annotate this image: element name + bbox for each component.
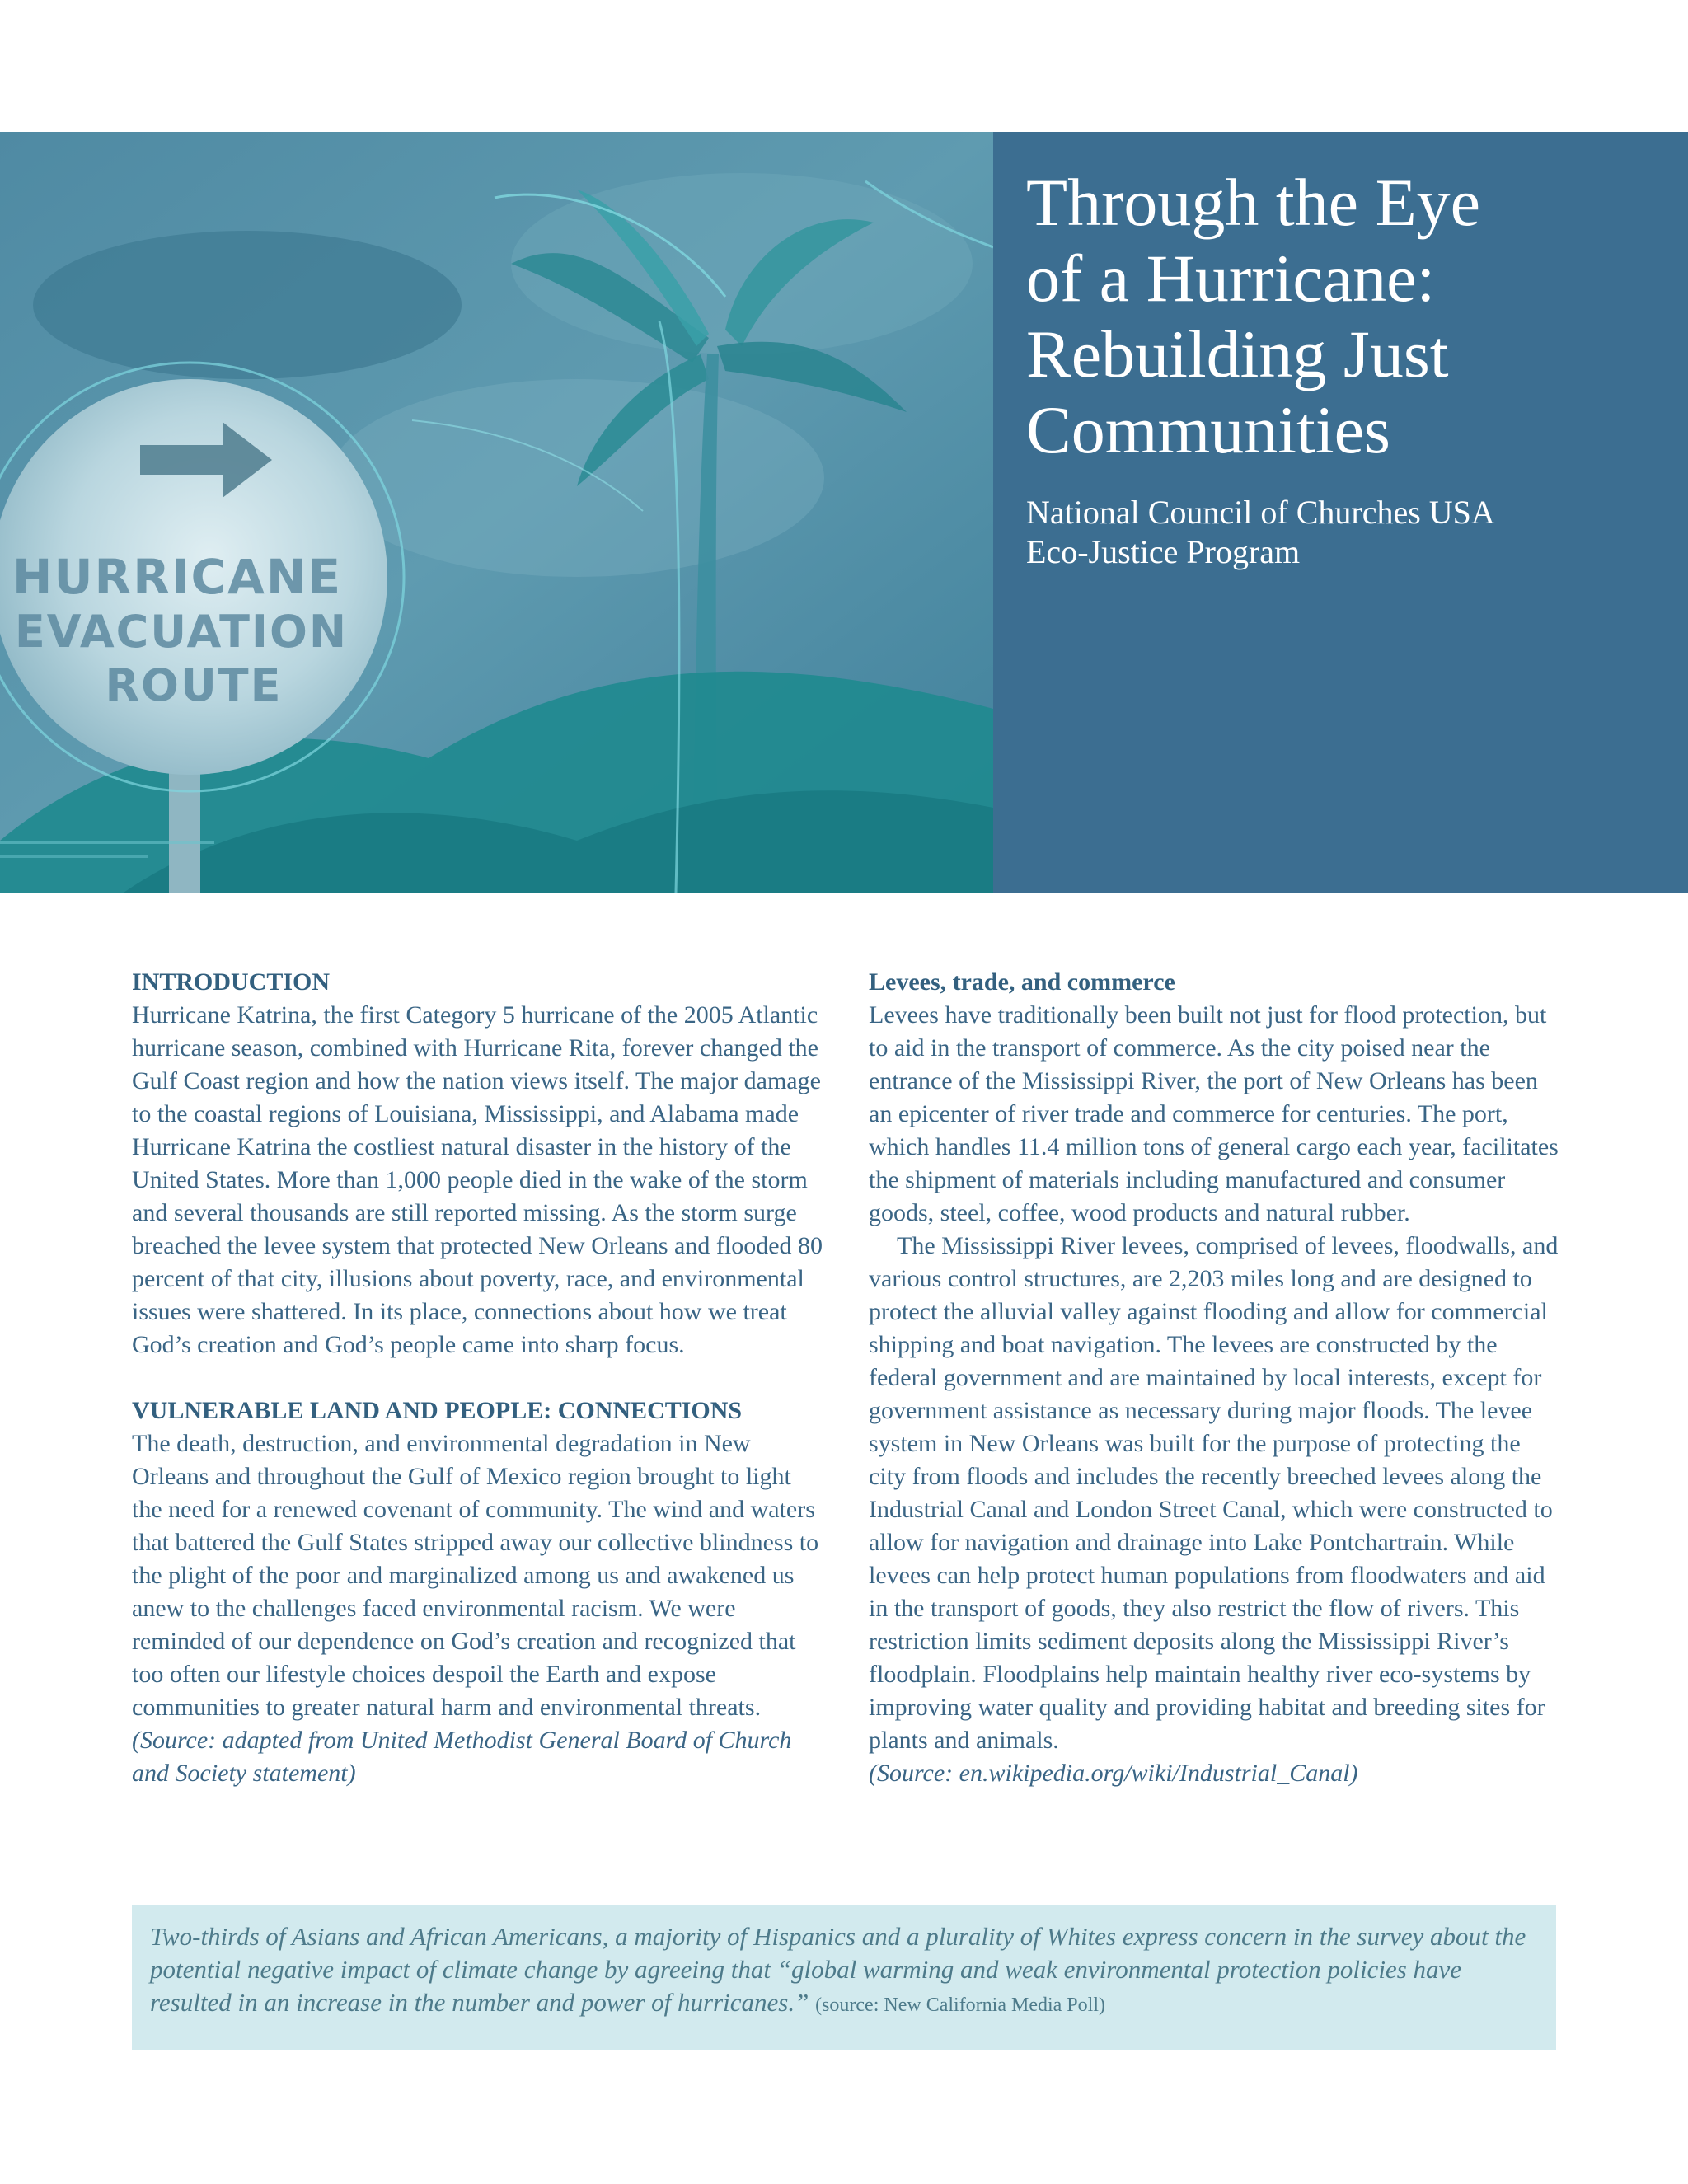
intro-heading: INTRODUCTION [132, 968, 331, 996]
left-column [132, 966, 824, 1790]
sign-text-line-2: EVACUATION [14, 606, 349, 658]
levees-heading: Levees, trade, and commerce [869, 968, 1175, 996]
section-gap [132, 1361, 824, 1394]
title-line: of a Hurricane: [1026, 241, 1436, 316]
vulnerable-source: (Source: adapted from United Methodist General Board of Church and Society statement) [132, 1727, 792, 1787]
survey-callout [132, 1905, 1556, 2050]
vulnerable-body-text: The death, destruction, and environmental degradation in New Orleans and throughout the Gulf of Mexico region brought to light the need for a renewed covenant of community. The wind and waters that battered the Gulf States stripped away our collective blindness to the plight of the poor and marginalized among us and awakened us anew to the challenges faced environmental racism. We were reminded of our dependence on God’s creation and recognized that too often our lifestyle choices despoil the Earth and expose communities to greater natural harm and environmental threats. [132, 1430, 819, 1721]
callout-source: (source: New California Media Poll) [815, 1994, 1105, 2016]
levees-paragraph-2: The Mississippi River levees, comprised of levees, floodwalls, and various control structures, are 2,203 miles long and are designed to protect the alluvial valley against flooding and allow for commercial shipping and boat navigation. The levees are constructed by the federal government and are maintained by local interests, except for government assistance as necessary during major floods. The levee system in New Orleans was built for the purpose of protecting the city from floods and includes the recently breeched levees along the Industrial Canal and London Street Canal, which were constructed to allow for navigation and drainage into Lake Pontchartrain. While levees can help protect human populations from floodwaters and aid in the transport of goods, they also restrict the flow of rivers. This restriction limits sediment deposits along the Mississippi River’s floodplain. Floodplains help maintain healthy river eco-systems by improving water quality and providing habitat and breeding sites for plants and animals. [869, 1232, 1559, 1754]
intro-body: Hurricane Katrina, the first Category 5 hurricane of the 2005 Atlantic hurricane season, combined with Hurricane Rita, forever changed the Gulf Coast region and how the nation views itself. The major damage to the coastal regions of Louisiana, Mississippi, and Alabama made Hurricane Katrina the costliest natural disaster in the history of the United States. More than 1,000 people died in the wake of the storm and several thousands are still reported missing. As the storm surge breached the levee system that protected New Orleans and flooded 80 percent of that city, illusions about poverty, race, and environmental issues were shattered. In its place, connections about how we treat God’s creation and God’s people came into sharp focus. [132, 1001, 823, 1358]
levees-source: (Source: en.wikipedia.org/wiki/Industrial_Canal) [869, 1760, 1358, 1787]
subtitle-line: National Council of Churches USA [1026, 494, 1495, 531]
levees-source-line [869, 1757, 1561, 1790]
vulnerable-heading: VULNERABLE LAND AND PEOPLE: CONNECTIONS [132, 1397, 743, 1424]
levees-paragraph-1: Levees have traditionally been built not just for flood protection, but to aid in the transport of commerce. As the city poised near the entrance of the Mississippi River, the port of New Orleans has been an epicenter of river trade and commerce for centuries. The port, which handles 11.4 million tons of general cargo each year, facilitates the shipment of materials including manufactured and consumer goods, steel, coffee, wood products and natural rubber. [869, 1001, 1559, 1226]
hero-illustration [0, 132, 993, 893]
vulnerable-body [132, 1427, 824, 1790]
callout-quote: Two-thirds of Asians and African Americans, a majority of Hispanics and a plurality of Whites express concern in the survey about the potential negative impact of climate change by agreeing that “global warming and weak environmental protection policies have resulted in an increase in the number and power of hurricanes.” [150, 1922, 1526, 2017]
subtitle [1026, 493, 1669, 572]
sign-text-line-3: ROUTE [105, 659, 283, 711]
page-title [1026, 165, 1669, 468]
title-line: Rebuilding Just [1026, 316, 1449, 391]
title-line: Communities [1026, 392, 1390, 467]
subtitle-line: Eco-Justice Program [1026, 533, 1301, 570]
sign-text-line-1: HURRICANE [12, 549, 343, 605]
title-line: Through the Eye [1026, 165, 1481, 240]
hurricane-evacuation-sign-palm-tree-image [0, 132, 993, 893]
title-block [1026, 165, 1669, 572]
right-column [869, 966, 1561, 1790]
header-banner [0, 132, 1688, 893]
